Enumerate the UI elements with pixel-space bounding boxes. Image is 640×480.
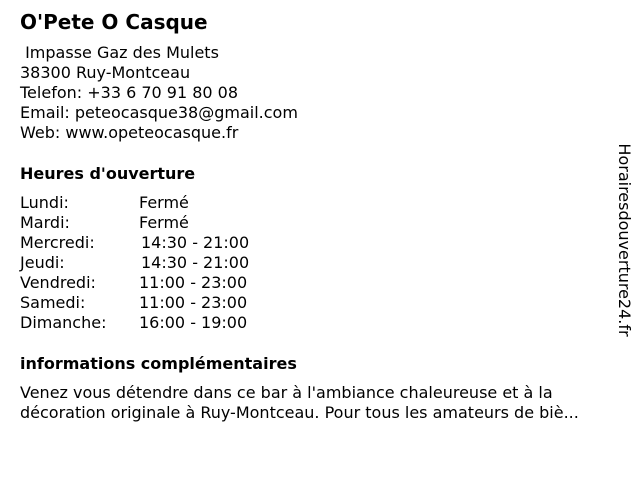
day-label: Vendredi:: [20, 273, 96, 292]
opening-hours-table: [20, 193, 320, 333]
hours-row-thursday: [20, 253, 320, 273]
day-label: Lundi:: [20, 193, 69, 212]
hours-row-wednesday: [20, 233, 320, 253]
info-line: décoration originale à Ruy-Montceau. Pour tous les amateurs de biè...: [20, 403, 579, 422]
hours-row-monday: [20, 193, 320, 213]
day-label: Jeudi:: [20, 253, 65, 272]
contact-block: [20, 43, 298, 143]
hours-row-friday: [20, 273, 320, 293]
day-label: Mardi:: [20, 213, 70, 232]
hours-row-sunday: [20, 313, 320, 333]
address-city: 38300 Ruy-Montceau: [20, 63, 191, 82]
website-address: Web: www.opeteocasque.fr: [20, 123, 239, 142]
additional-info-heading: informations complémentaires: [20, 354, 297, 373]
hours-row-saturday: [20, 293, 320, 313]
phone-number: Telefon: +33 6 70 91 80 08: [20, 83, 239, 102]
hours-value: 14:30 - 21:00: [141, 253, 250, 272]
additional-info-text: [20, 383, 632, 423]
hours-value: 14:30 - 21:00: [141, 233, 250, 252]
site-watermark: Horairesdouverture24.fr: [615, 143, 634, 337]
hours-row-tuesday: [20, 213, 320, 233]
hours-value: 16:00 - 19:00: [139, 313, 248, 332]
opening-hours-heading: Heures d'ouverture: [20, 164, 196, 183]
address-street: Impasse Gaz des Mulets: [20, 43, 219, 62]
day-label: Mercredi:: [20, 233, 95, 252]
hours-value: 11:00 - 23:00: [139, 293, 248, 312]
email-address: Email: peteocasque38@gmail.com: [20, 103, 298, 122]
info-line: Venez vous détendre dans ce bar à l'ambiance chaleureuse et à la: [20, 383, 553, 402]
day-label: Dimanche:: [20, 313, 107, 332]
hours-value: Fermé: [139, 213, 189, 232]
hours-value: Fermé: [139, 193, 189, 212]
day-label: Samedi:: [20, 293, 86, 312]
business-name: O'Pete O Casque: [20, 10, 208, 34]
hours-value: 11:00 - 23:00: [139, 273, 248, 292]
